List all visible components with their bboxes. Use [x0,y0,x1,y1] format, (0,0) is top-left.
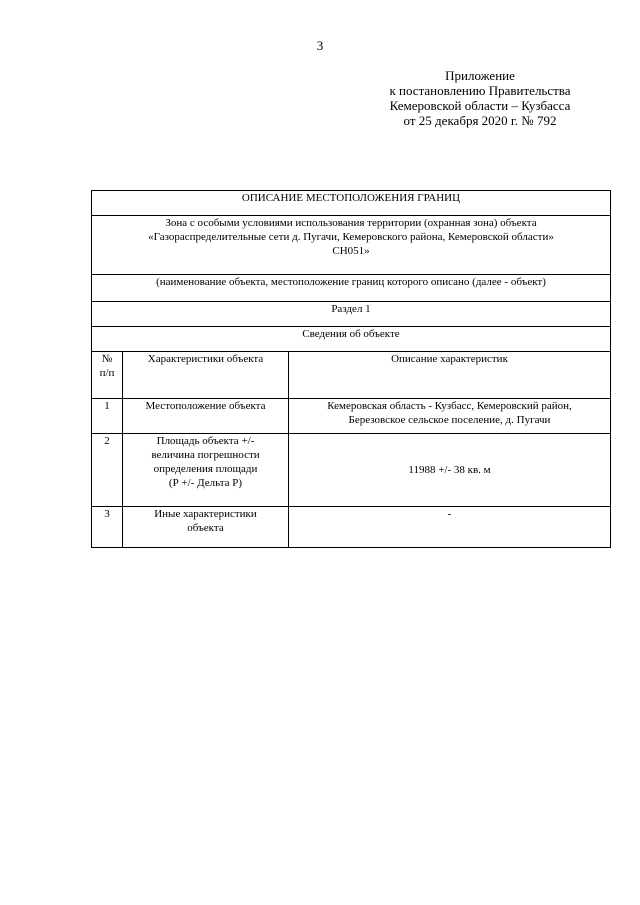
characteristic-line: (Р +/- Дельта Р) [168,477,243,489]
appendix-header [350,68,610,128]
description-line: Березовское сельское поселение, д. Пугачи [348,414,551,426]
zone-line: Зона с особыми условиями использования территории (охранная зона) объекта [165,217,537,229]
table-row [92,399,611,434]
row-characteristic [123,434,289,507]
boundary-description-table [91,190,611,548]
appendix-title: Приложение [445,68,515,83]
header-num [92,352,123,399]
characteristic-line: величина погрешности [151,449,260,461]
characteristic-line: Площадь объекта +/- [156,435,255,447]
header-characteristic: Характеристики объекта [123,352,289,399]
zone-description [92,216,611,275]
table-header-row [92,352,611,399]
appendix-date: от 25 декабря 2020 г. № 792 [403,113,557,128]
table-title: ОПИСАНИЕ МЕСТОПОЛОЖЕНИЯ ГРАНИЦ [92,191,611,216]
table-row [92,507,611,548]
row-num: 2 [92,434,123,507]
row-characteristic [123,507,289,548]
section-title: Раздел 1 [92,302,611,327]
row-description: - [289,507,611,548]
header-num-line: № [101,353,113,365]
header-description: Описание характеристик [289,352,611,399]
characteristic-line: определения площади [153,463,258,475]
zone-line: «Газораспределительные сети д. Пугачи, Кемеровского района, Кемеровской области» [148,231,554,243]
object-info-title: Сведения об объекте [92,327,611,352]
appendix-resolution: к постановлению Правительства [389,83,571,98]
row-description [289,399,611,434]
appendix-region: Кемеровской области – Кузбасса [389,98,571,113]
description-line: Кемеровская область - Кузбасс, Кемеровский район, [327,400,572,412]
characteristic-line: Иные характеристики [154,508,257,520]
table-row [92,434,611,507]
page-number: 3 [316,38,324,53]
row-num: 3 [92,507,123,548]
header-num-line: п/п [99,367,115,379]
characteristic-line: объекта [187,522,224,534]
row-characteristic: Местоположение объекта [123,399,289,434]
object-name-note: (наименование объекта, местоположение границ которого описано (далее - объект) [92,275,611,302]
row-num: 1 [92,399,123,434]
row-description: 11988 +/- 38 кв. м [289,434,611,507]
zone-line: СН051» [332,245,370,257]
